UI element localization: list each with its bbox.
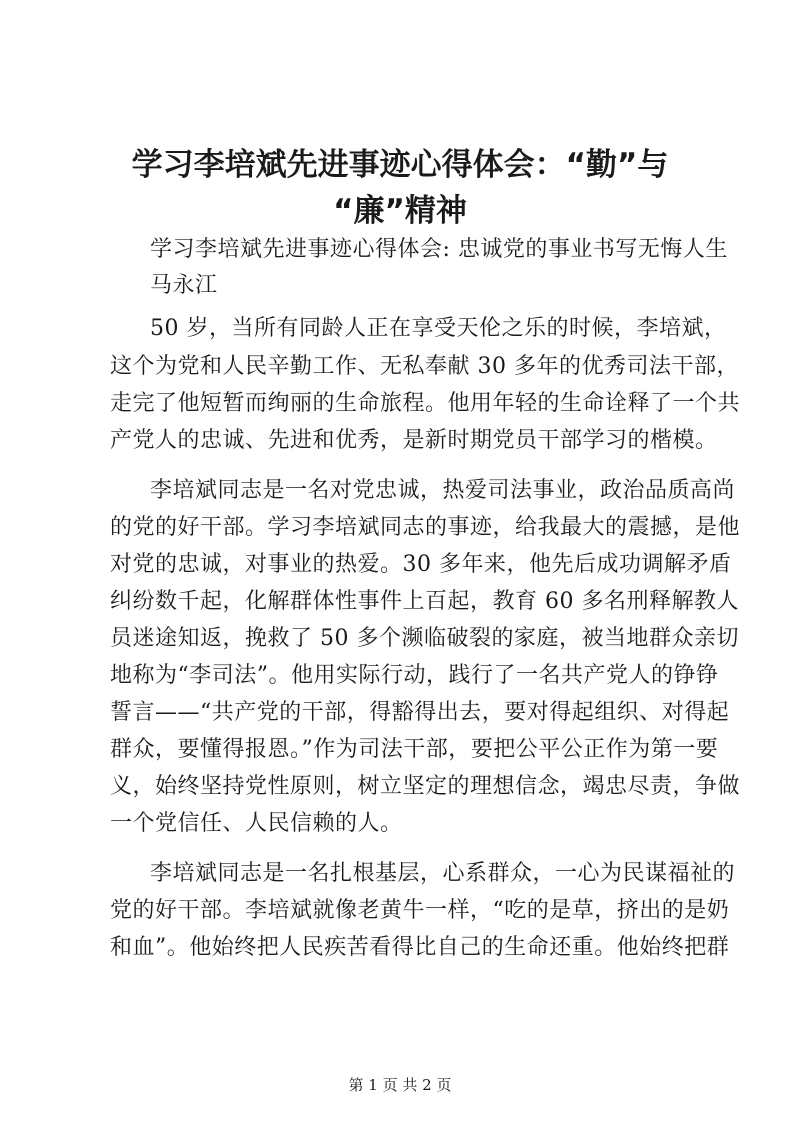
page-footer: 第 1 页 共 2 页	[348, 1076, 452, 1094]
document-title	[110, 142, 690, 234]
paragraph-2-line-9: 义，始终坚持党性原则，树立坚定的理想信念，竭忠尽责，争做	[110, 774, 741, 799]
paragraph-2-line-4: 纠纷数千起，化解群体性事件上百起，教育 60 多名刑释解教人	[110, 589, 739, 614]
title-line-2: “廉”精神	[333, 193, 467, 229]
paragraph-2-line-2: 的党的好干部。学习李培斌同志的事迹，给我最大的震撼，是他	[110, 515, 741, 540]
paragraph-2-line-8: 群众，要懂得报恩。”作为司法干部，要把公平公正作为第一要	[110, 737, 719, 762]
paragraph-2-line-3: 对党的忠诚，对事业的热爱。30 多年来，他先后成功调解矛盾	[110, 552, 732, 577]
author: 马永江	[150, 273, 218, 298]
paragraph-1-line-4: 产党人的忠诚、先进和优秀，是新时期党员干部学习的楷模。	[110, 428, 718, 453]
subtitle: 学习李培斌先进事迹心得体会: 忠诚党的事业书写无悔人生	[150, 237, 728, 262]
paragraph-1-line-2: 这个为党和人民辛勤工作、无私奉献 30 多年的优秀司法干部，	[110, 354, 739, 379]
paragraph-2-line-1: 李培斌同志是一名对党忠诚，热爱司法事业，政治品质高尚	[150, 478, 736, 503]
paragraph-3-line-1: 李培斌同志是一名扎根基层，心系群众，一心为民谋福祉的	[150, 861, 736, 886]
paragraph-2-line-10: 一个党信任、人民信赖的人。	[110, 811, 403, 836]
paragraph-2-line-6: 地称为“李司法”。他用实际行动，践行了一名共产党人的铮铮	[110, 663, 719, 688]
paragraph-1-line-3: 走完了他短暂而绚丽的生命旅程。他用年轻的生命诠释了一个共	[110, 391, 741, 416]
paragraph-2-line-7: 誓言——“共产党的干部，得豁得出去，要对得起组织、对得起	[110, 700, 730, 725]
paragraph-3-line-3: 和血”。他始终把人民疾苦看得比自己的生命还重。他始终把群	[110, 935, 730, 960]
paragraph-1-line-1: 50 岁，当所有同龄人正在享受天伦之乐的时候，李培斌，	[150, 316, 727, 341]
paragraph-3-line-2: 党的好干部。李培斌就像老黄牛一样，“吃的是草，挤出的是奶	[110, 898, 730, 923]
title-line-1: 学习李培斌先进事迹心得体会：“勤”与	[131, 147, 669, 183]
paragraph-2-line-5: 员迷途知返，挽救了 50 多个濒临破裂的家庭，被当地群众亲切	[110, 626, 739, 651]
